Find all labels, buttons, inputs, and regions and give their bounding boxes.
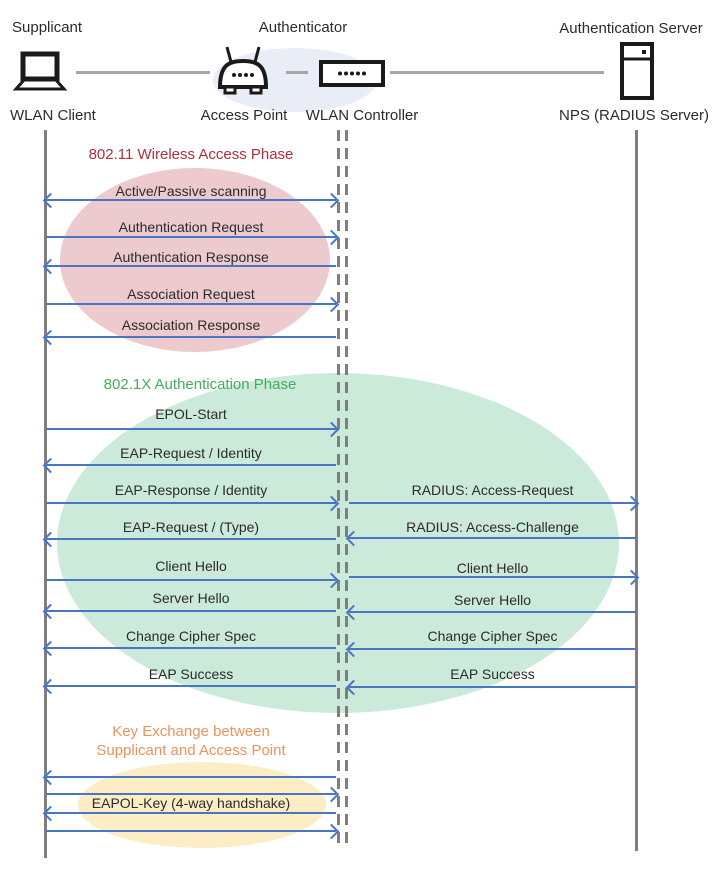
phase-title-80211: 802.11 Wireless Access Phase — [88, 146, 294, 163]
connector-ap-to-controller — [286, 71, 308, 74]
controller-box-icon — [319, 60, 385, 87]
message-label: EAP-Response / Identity — [114, 482, 268, 498]
role-supplicant: Supplicant — [12, 19, 83, 36]
message-arrow-right — [46, 579, 336, 581]
message-label: EAP Success — [148, 666, 234, 682]
message-arrow-right — [349, 502, 636, 504]
message-label: Association Request — [127, 286, 255, 302]
connector-controller-to-server — [390, 71, 604, 74]
message-arrow-left — [349, 648, 636, 650]
phase-title-key-exchange-line1: Key Exchange between — [112, 723, 270, 740]
message-arrow-left — [46, 538, 336, 540]
message-label: Change Cipher Spec — [126, 628, 256, 644]
label-nps-radius-server: NPS (RADIUS Server) — [558, 107, 710, 124]
message-label: RADIUS: Access-Request — [411, 482, 574, 498]
message-label: EPOL-Start — [155, 406, 227, 422]
message-arrow-right — [46, 830, 336, 832]
message-arrow-right — [46, 236, 336, 238]
role-authentication-server: Authentication Server — [559, 20, 703, 37]
message-label: Client Hello — [456, 560, 529, 576]
message-arrow-left — [46, 812, 336, 814]
message-label: EAP-Request / Identity — [120, 445, 262, 461]
message-label: Authentication Response — [113, 249, 269, 265]
message-label: EAP-Request / (Type) — [122, 519, 260, 535]
wireless-router-icon — [212, 45, 274, 98]
message-label: Change Cipher Spec — [427, 628, 558, 644]
message-arrow-left — [46, 336, 336, 338]
message-arrow-left — [349, 686, 636, 688]
message-arrow-left — [349, 537, 636, 539]
message-arrow-right — [46, 502, 336, 504]
message-label: RADIUS: Access-Challenge — [406, 519, 579, 535]
server-icon — [620, 42, 654, 100]
message-arrow-right — [46, 303, 336, 305]
message-arrow-left — [46, 265, 336, 267]
message-arrow-right — [46, 428, 336, 430]
message-arrow-left — [46, 776, 336, 778]
role-authenticator: Authenticator — [258, 19, 348, 36]
message-label: EAPOL-Key (4-way handshake) — [91, 795, 291, 811]
laptop-icon — [13, 51, 67, 93]
message-label: Association Response — [121, 317, 261, 333]
message-label: Server Hello — [152, 590, 230, 606]
message-arrow-left — [349, 611, 636, 613]
message-arrow-both — [46, 199, 336, 201]
message-label: Active/Passive scanning — [115, 183, 267, 199]
message-arrow-left — [46, 647, 336, 649]
label-access-point: Access Point — [200, 107, 288, 124]
lifeline-controller-dashed-2 — [345, 130, 348, 847]
message-label: Authentication Request — [118, 219, 264, 235]
message-arrow-right — [349, 576, 636, 578]
phase-title-key-exchange-line2: Supplicant and Access Point — [96, 742, 286, 759]
message-arrow-left — [46, 610, 336, 612]
connector-client-to-ap — [76, 71, 210, 74]
message-arrow-left — [46, 464, 336, 466]
phase-title-8021x: 802.1X Authentication Phase — [103, 376, 297, 393]
label-wlan-client: WLAN Client — [10, 107, 96, 124]
message-label: EAP Success — [450, 666, 535, 682]
message-label: Server Hello — [453, 592, 532, 608]
phase-title-key-exchange — [46, 722, 336, 760]
message-arrow-left — [46, 685, 336, 687]
label-wlan-controller: WLAN Controller — [305, 107, 419, 124]
message-label: Client Hello — [155, 558, 227, 574]
